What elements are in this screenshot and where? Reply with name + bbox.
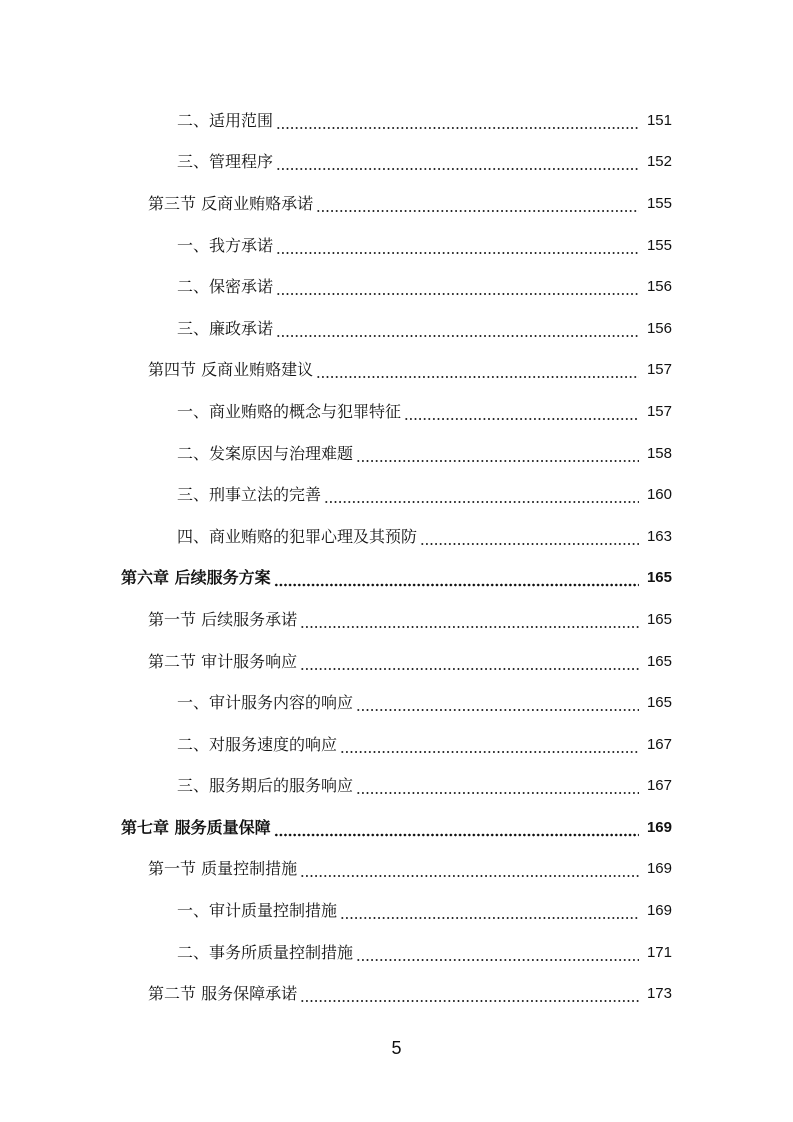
toc-entry-label: 三、刑事立法的完善 xyxy=(177,485,322,505)
dot-leader xyxy=(276,238,639,258)
toc-section-entry[interactable] xyxy=(0,183,793,225)
toc-entry-page: 165 xyxy=(646,610,672,628)
toc-entry-page: 171 xyxy=(646,943,672,961)
toc-entry-page: 169 xyxy=(646,860,672,878)
dot-leader xyxy=(420,529,639,549)
toc-entry-label: 第六章 后续服务方案 xyxy=(121,568,271,588)
toc-entry-page: 167 xyxy=(646,735,672,753)
toc-item-entry[interactable] xyxy=(0,100,793,142)
toc-entry-label: 第一节 质量控制措施 xyxy=(148,859,298,879)
dot-leader xyxy=(300,654,639,674)
toc-entry-page: 169 xyxy=(646,818,672,836)
toc-entry-label: 三、廉政承诺 xyxy=(177,318,274,338)
toc-entry-page: 155 xyxy=(646,194,672,212)
toc-entry-page: 167 xyxy=(646,777,672,795)
toc-entry-page: 173 xyxy=(646,985,672,1003)
dot-leader xyxy=(356,695,639,715)
toc-item-entry[interactable] xyxy=(0,682,793,724)
dot-leader xyxy=(276,279,639,299)
table-of-contents xyxy=(0,100,793,1015)
dot-leader xyxy=(300,612,639,632)
toc-item-entry[interactable] xyxy=(0,308,793,350)
dot-leader xyxy=(300,986,639,1006)
dot-leader xyxy=(324,487,639,507)
dot-leader xyxy=(276,321,639,341)
dot-leader xyxy=(276,154,639,174)
toc-entry-page: 163 xyxy=(646,527,672,545)
toc-entry-label: 二、事务所质量控制措施 xyxy=(177,942,354,962)
toc-entry-label: 第七章 服务质量保障 xyxy=(121,817,271,837)
dot-leader xyxy=(356,778,639,798)
toc-entry-page: 156 xyxy=(646,319,672,337)
toc-section-entry[interactable] xyxy=(0,973,793,1015)
toc-item-entry[interactable] xyxy=(0,724,793,766)
dot-leader xyxy=(276,113,639,133)
toc-item-entry[interactable] xyxy=(0,266,793,308)
toc-item-entry[interactable] xyxy=(0,225,793,267)
toc-entry-label: 二、发案原因与治理难题 xyxy=(177,443,354,463)
dot-leader xyxy=(356,446,639,466)
toc-entry-label: 第一节 后续服务承诺 xyxy=(148,609,298,629)
dot-leader xyxy=(274,570,639,590)
toc-entry-label: 一、审计质量控制措施 xyxy=(177,901,338,921)
dot-leader xyxy=(356,945,639,965)
toc-entry-label: 三、管理程序 xyxy=(177,152,274,172)
toc-item-entry[interactable] xyxy=(0,932,793,974)
toc-entry-page: 155 xyxy=(646,236,672,254)
toc-entry-page: 152 xyxy=(646,153,672,171)
toc-section-entry[interactable] xyxy=(0,350,793,392)
toc-entry-page: 151 xyxy=(646,111,672,129)
dot-leader xyxy=(274,820,639,840)
toc-entry-page: 160 xyxy=(646,486,672,504)
toc-entry-label: 一、我方承诺 xyxy=(177,235,274,255)
toc-entry-label: 一、商业贿赂的概念与犯罪特征 xyxy=(177,401,402,421)
toc-entry-label: 四、商业贿赂的犯罪心理及其预防 xyxy=(177,526,418,546)
toc-entry-page: 165 xyxy=(646,694,672,712)
toc-entry-page: 157 xyxy=(646,402,672,420)
toc-entry-label: 第二节 服务保障承诺 xyxy=(148,984,298,1004)
toc-entry-label: 二、对服务速度的响应 xyxy=(177,734,338,754)
dot-leader xyxy=(316,196,639,216)
toc-entry-label: 第二节 审计服务响应 xyxy=(148,651,298,671)
toc-section-entry[interactable] xyxy=(0,641,793,683)
toc-entry-page: 165 xyxy=(646,652,672,670)
toc-entry-label: 第四节 反商业贿赂建议 xyxy=(148,360,314,380)
dot-leader xyxy=(300,861,639,881)
toc-item-entry[interactable] xyxy=(0,474,793,516)
toc-entry-label: 二、保密承诺 xyxy=(177,277,274,297)
dot-leader xyxy=(340,903,639,923)
toc-section-entry[interactable] xyxy=(0,599,793,641)
dot-leader xyxy=(340,737,639,757)
toc-item-entry[interactable] xyxy=(0,766,793,808)
toc-entry-label: 二、适用范围 xyxy=(177,110,274,130)
toc-item-entry[interactable] xyxy=(0,433,793,475)
toc-item-entry[interactable] xyxy=(0,516,793,558)
dot-leader xyxy=(316,362,639,382)
toc-entry-page: 156 xyxy=(646,278,672,296)
toc-entry-page: 165 xyxy=(646,569,672,587)
toc-item-entry[interactable] xyxy=(0,890,793,932)
toc-entry-page: 157 xyxy=(646,361,672,379)
dot-leader xyxy=(404,404,639,424)
toc-section-entry[interactable] xyxy=(0,849,793,891)
toc-entry-label: 三、服务期后的服务响应 xyxy=(177,776,354,796)
toc-entry-page: 158 xyxy=(646,444,672,462)
page-number: 5 xyxy=(391,1038,402,1058)
toc-item-entry[interactable] xyxy=(0,142,793,184)
toc-entry-label: 一、审计服务内容的响应 xyxy=(177,693,354,713)
toc-chapter-entry[interactable] xyxy=(0,558,793,600)
toc-entry-page: 169 xyxy=(646,902,672,920)
toc-chapter-entry[interactable] xyxy=(0,807,793,849)
toc-entry-label: 第三节 反商业贿赂承诺 xyxy=(148,193,314,213)
toc-item-entry[interactable] xyxy=(0,391,793,433)
